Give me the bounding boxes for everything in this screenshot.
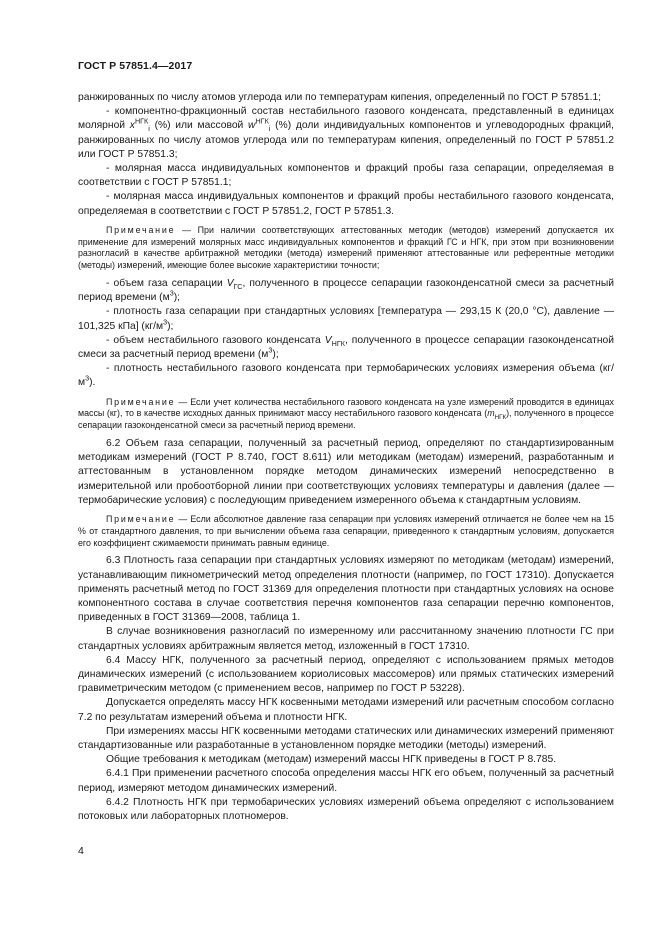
list-item: - объем газа сепарации $V_{ГС}$, полученного в процессе сепарации газоконденсатной смеси за расчетный период времени $(м^3)$; — [78, 278, 614, 304]
paragraph: 6.4 Массу НГК, полученного за расчетный период, определяют с использованием прямых методов динамических измерений (с использованием кориолисовых массомеров) или прямых статических измерений гравиметрическим методом (с применением весов, например по ГОСТ Р 53228). — [78, 654, 614, 695]
paragraph: 6.4.2 Плотность НГК при термобарических условиях измерений объема определяют с использованием потоковых или лабораторных плотномеров. — [78, 796, 614, 823]
page-body — [78, 91, 614, 824]
paragraph: При измерениях массы НГК косвенными методами статических или динамических измерений применяют стандартизованные или разработанные в установленном порядке методики (методы) измерений. — [78, 725, 614, 752]
list-item: - молярная масса индивидуальных компонентов и фракций пробы нестабильного газового конденсата, определяемая в соответствии с ГОСТ Р 57851.2, ГОСТ Р 57851.3. — [78, 191, 614, 217]
paragraph: Допускается определять массу НГК косвенными методами измерений или расчетным способом согласно 7.2 по результатам измерений объема и плотности НГК. — [78, 697, 614, 723]
list-item: - плотность нестабильного газового конденсата при термобарических условиях измерения объема $(кг/м^3)$. — [78, 363, 614, 389]
paragraph: 6.2 Объем газа сепарации, полученный за расчетный период, определяют по стандартизированным методикам измерений (ГОСТ Р 8.740, ГОСТ 8.611) или методикам (методам) измерений, разработанным и аттестованным в установленном порядке методом динамических измерений непосредственно в измерительной или пробоотборной линии при соответствующих условиях температуры и давления (далее — термобарические условия) с последующим приведением измеренного объема к стандартным условиям. — [78, 438, 614, 506]
list-item: - молярная масса индивидуальных компонентов и фракций пробы газа сепарации, определяемая в соответствии с ГОСТ Р 57851.1; — [78, 163, 614, 189]
paragraph: ранжированных по числу атомов углерода или по температурам кипения, определенный по ГОСТ Р 57851.1; — [78, 92, 602, 103]
note-label: Примечание — [106, 514, 176, 525]
paragraph: Общие требования к методикам (методам) измерений массы НГК приведены в ГОСТ Р 8.785. — [106, 754, 557, 766]
list-item: - компонентно-фракционный состав нестабильного газового конденсата, представленный в единицах молярной $x^{НГК}_i$ (%) или массовой $w^{НГК}_i$ (%) доли индивидуальных компонентов и углеводородных фракций, ранжированных по числу атомов углерода или по температурам кипения, определенный по ГОСТ Р 57851.2 или ГОСТ Р 57851.3; — [78, 106, 615, 160]
paragraph: 6.4.1 При применении расчетного способа определения массы НГК его объем, полученный за расчетный период, измеряют методом динамических измерений. — [78, 768, 614, 794]
note: Примечание — Если абсолютное давление газа сепарации при условиях измерений отличается не более чем на 15 % от стандартного давления, то при вычислении объема газа сепарации, приведенного к стандартным условиям, допускается его коэффициент сжимаемости принимать равным единице. — [78, 514, 614, 548]
paragraph: 6.3 Плотность газа сепарации при стандартных условиях измеряют по методикам (методам) измерений, устанавливающим пикнометрический метод определения плотности (например, по ГОСТ 17310). Допускается применять расчетный метод по ГОСТ 31369 для определения плотности при стандартных условиях на основе компонентного состава в случае соответствия перечня компонентов газа сепарации перечню компонентов, приведенных в ГОСТ 31369—2008, таблица 1. — [78, 555, 614, 624]
list-item: - объем нестабильного газового конденсата $V_{НГК}$, полученного в процессе сепарации газоконденсатной смеси за расчетный период времени $(м^3)$; — [78, 334, 614, 361]
note-label: Примечание — [106, 224, 176, 235]
note: Примечание — При наличии соответствующих аттестованных методик (методов) измерений допускается их применение для измерений молярных масс индивидуальных компонентов и фракций ГС и НГК, при этом при возникновении разногласий в качестве арбитражной методики (метода) измерений применяют аттестованные или референтные методики (методы) измерений, имеющие более высокие характеристики точности; — [78, 224, 614, 271]
list-item: - плотность газа сепарации при стандартных условиях [температура — 293,15 К (20,0 °С), давление — 101,325 кПа] $(кг/м^3)$; — [78, 306, 614, 332]
document-header: ГОСТ Р 57851.4—2017 — [78, 60, 193, 72]
page-number: 4 — [78, 845, 84, 857]
note-label: Примечание — [106, 396, 176, 407]
note: Примечание — Если учет количества нестабильного газового конденсата на узле измерений проводится в единицах массы (кг), то в качестве исходных данных принимают массу нестабильного газового конденсата $(m_{НГК})$, полученного в процессе сепарации газоконденсатной смеси за расчетный период времени. — [78, 396, 614, 431]
paragraph: В случае возникновения разногласий по измеренному или рассчитанному значению плотности ГС при стандартных условиях арбитражным является метод, изложенный в ГОСТ 17310. — [78, 626, 614, 652]
